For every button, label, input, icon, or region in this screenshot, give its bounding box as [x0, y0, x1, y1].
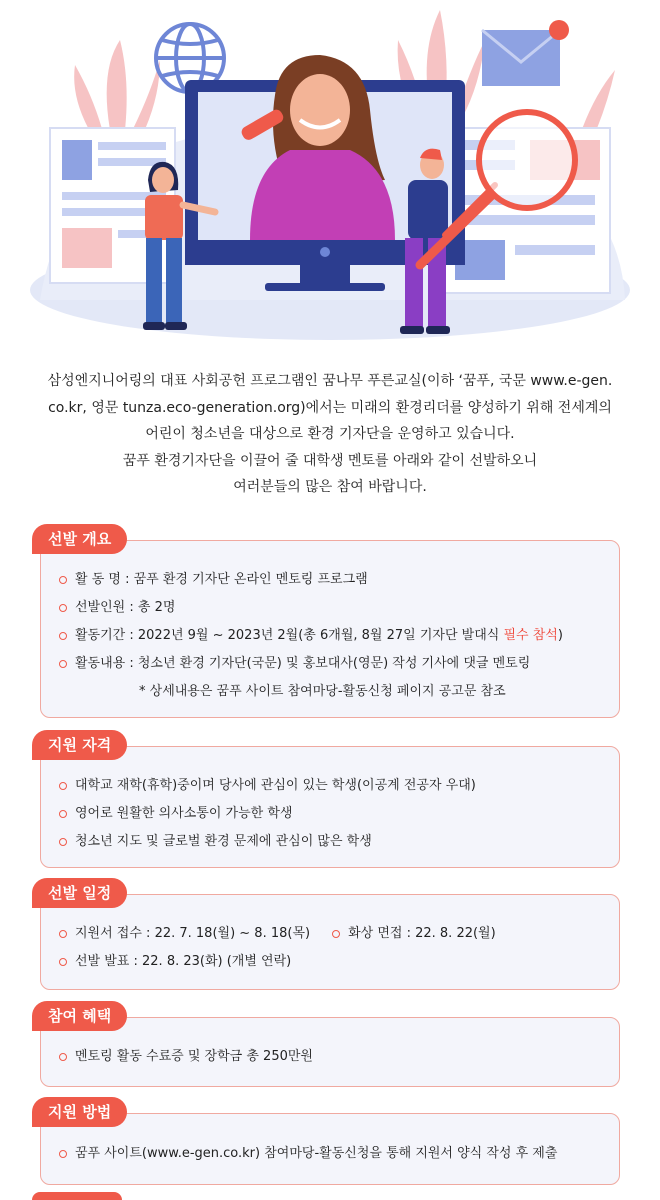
intro-line: 삼성엔지니어링의 대표 사회공헌 프로그램인 꿈나무 푸른교실(이하 ‘꿈푸, 국문 www.e-gen.	[47, 373, 613, 389]
bullet-icon	[59, 632, 67, 640]
section-overview	[40, 524, 620, 720]
section-title: 지원 방법	[32, 1097, 127, 1127]
bullet-icon	[59, 660, 67, 668]
bullet-icon	[59, 810, 67, 818]
list-item: 멘토링 활동 수료증 및 장학금 총 250만원	[59, 1043, 601, 1071]
section-schedule	[40, 878, 620, 990]
list-item: 활 동 명 : 꿈푸 환경 기자단 온라인 멘토링 프로그램	[59, 566, 601, 594]
list-item: 선발인원 : 총 2명	[59, 594, 601, 622]
bullet-icon	[59, 930, 67, 938]
section-qualification	[40, 730, 620, 870]
section-title: 선발 일정	[32, 878, 127, 908]
bullet-icon	[59, 604, 67, 612]
leaf-left	[74, 40, 160, 140]
list-item: 활동기간 : 2022년 9월 ~ 2023년 2월(총 6개월, 8월 27일 기자단 발대식 필수 참석)	[59, 622, 601, 650]
bullet-icon	[332, 930, 340, 938]
section-title: 선발 개요	[32, 524, 127, 554]
section-box	[40, 1113, 620, 1185]
next-section-title-partial	[32, 1192, 122, 1200]
list-item: 꿈푸 사이트(www.e-gen.co.kr) 참여마당-활동신청을 통해 지원서 양식 작성 후 제출	[59, 1140, 601, 1168]
section-title: 지원 자격	[32, 730, 127, 760]
section-benefit	[40, 1001, 620, 1087]
intro-text	[20, 368, 640, 501]
intro-line: 꿈푸 환경기자단을 이끌어 줄 대학생 멘토를 아래와 같이 선발하오니	[122, 452, 538, 469]
bullet-icon	[59, 958, 67, 966]
envelope-icon	[482, 20, 569, 86]
list-item: 활동내용 : 청소년 환경 기자단(국문) 및 홍보대사(영문) 작성 기사에 댓글 멘토링	[59, 650, 601, 678]
list-item: 화상 면접 : 22. 8. 22(월)	[332, 920, 496, 948]
section-box	[40, 746, 620, 868]
list-item: 지원서 접수 : 22. 7. 18(월) ~ 8. 18(목)	[59, 920, 310, 948]
bullet-icon	[59, 576, 67, 584]
hero-illustration	[0, 0, 660, 350]
bullet-icon	[59, 782, 67, 790]
section-box	[40, 1017, 620, 1087]
section-box	[40, 894, 620, 990]
bullet-icon	[59, 1053, 67, 1061]
required-highlight: 필수 참석	[503, 628, 558, 643]
list-item: 청소년 지도 및 글로벌 환경 문제에 관심이 많은 학생	[59, 828, 601, 856]
list-item: 영어로 원활한 의사소통이 가능한 학생	[59, 800, 601, 828]
intro-line: co.kr, 영문 tunza.eco-generation.org)에서는 미래의 환경리더를 양성하기 위해 전세계의	[48, 399, 612, 416]
list-item: 대학교 재학(휴학)중이며 당사에 관심이 있는 학생(이공계 전공자 우대)	[59, 772, 601, 800]
intro-line: 어린이 청소년을 대상으로 환경 기자단을 운영하고 있습니다.	[145, 426, 515, 442]
bullet-icon	[59, 838, 67, 846]
section-title: 참여 혜택	[32, 1001, 127, 1031]
intro-line: 여러분들의 많은 참여 바랍니다.	[233, 479, 427, 495]
list-item: 선발 발표 : 22. 8. 23(화) (개별 연락)	[59, 948, 601, 976]
detail-note: * 상세내용은 꿈푸 사이트 참여마당-활동신청 페이지 공고문 참조	[139, 684, 506, 699]
section-box	[40, 540, 620, 718]
bullet-icon	[59, 1150, 67, 1158]
section-method	[40, 1097, 620, 1185]
